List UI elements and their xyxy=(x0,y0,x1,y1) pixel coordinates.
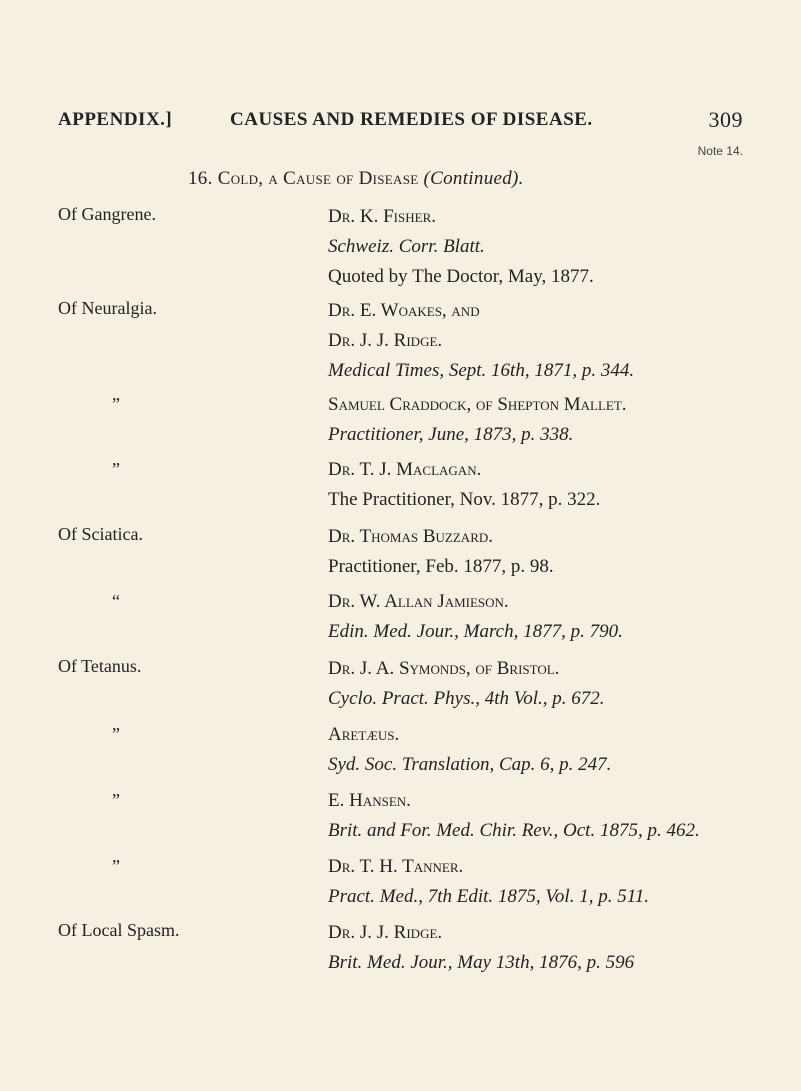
ditto-mark: ” xyxy=(112,856,120,876)
citation-source: Practitioner, Feb. 1877, p. 98. xyxy=(328,556,554,577)
ditto-mark: ” xyxy=(112,724,120,744)
ditto-mark: ” xyxy=(112,394,120,414)
citation-source: Syd. Soc. Translation, Cap. 6, p. 247. xyxy=(328,754,612,775)
citation xyxy=(328,918,634,978)
citation xyxy=(328,522,554,582)
citation xyxy=(328,296,634,386)
page-number: 309 xyxy=(708,107,743,132)
citation-source: Practitioner, June, 1873, p. 338. xyxy=(328,424,574,445)
citation-source: Brit. and For. Med. Chir. Rev., Oct. 1875, p. 462. xyxy=(328,820,700,841)
citation xyxy=(328,455,600,515)
citation-source: Medical Times, Sept. 16th, 1871, p. 344. xyxy=(328,360,635,381)
topic-label: Of Local Spasm. xyxy=(58,920,180,940)
running-head-title: CAUSES AND REMEDIES OF DISEASE. xyxy=(230,109,593,130)
citation xyxy=(328,654,605,714)
citation xyxy=(328,852,649,912)
ditto-mark: ” xyxy=(112,790,120,810)
citation-source: The Practitioner, Nov. 1877, p. 322. xyxy=(328,489,601,510)
citation xyxy=(328,720,611,780)
section-title xyxy=(188,168,524,190)
topic-label: Of Tetanus. xyxy=(58,656,142,676)
citation-author: E. Hansen. xyxy=(328,790,411,811)
citation-author: Dr. Thomas Buzzard. xyxy=(328,526,493,547)
citation-detail: Quoted by The Doctor, May, 1877. xyxy=(328,266,594,287)
section-number: 16. xyxy=(188,168,213,189)
citation-author: Dr. T. J. Maclagan. xyxy=(328,459,482,480)
citation xyxy=(328,587,623,647)
topic-label: Of Sciatica. xyxy=(58,524,143,544)
citation-author: Dr. W. Allan Jamieson. xyxy=(328,591,509,612)
citation-source: Schweiz. Corr. Blatt. xyxy=(328,236,485,257)
margin-note: Note 14. xyxy=(697,144,743,158)
citation-author: Dr. E. Woakes, and xyxy=(328,300,480,321)
ditto-mark: ” xyxy=(112,459,120,479)
topic-label: Of Gangrene. xyxy=(58,204,156,224)
citation-author: Dr. J. A. Symonds, of Bristol. xyxy=(328,658,560,679)
citation xyxy=(328,390,627,450)
citation xyxy=(328,202,594,292)
citation-author: Dr. K. Fisher. xyxy=(328,206,436,227)
citation-source: Brit. Med. Jour., May 13th, 1876, p. 596 xyxy=(328,952,635,973)
citation-author: Aretæus. xyxy=(328,724,400,745)
citation-source: Edin. Med. Jour., March, 1877, p. 790. xyxy=(328,621,623,642)
citation xyxy=(328,786,700,846)
citation-author: Samuel Craddock, of Shepton Mallet. xyxy=(328,394,627,415)
citation-author: Dr. J. J. Ridge. xyxy=(328,330,443,351)
citation-author: Dr. T. H. Tanner. xyxy=(328,856,464,877)
citation-source: Cyclo. Pract. Phys., 4th Vol., p. 672. xyxy=(328,688,605,709)
topic-label: Of Neuralgia. xyxy=(58,298,157,318)
citation-source: Pract. Med., 7th Edit. 1875, Vol. 1, p. 511. xyxy=(328,886,650,907)
section-heading: Cold, a Cause of Disease xyxy=(217,168,419,189)
running-head-left: APPENDIX.] xyxy=(58,109,173,130)
ditto-mark: “ xyxy=(112,591,120,611)
section-continued: (Continued). xyxy=(423,168,524,189)
citation-author: Dr. J. J. Ridge. xyxy=(328,922,443,943)
